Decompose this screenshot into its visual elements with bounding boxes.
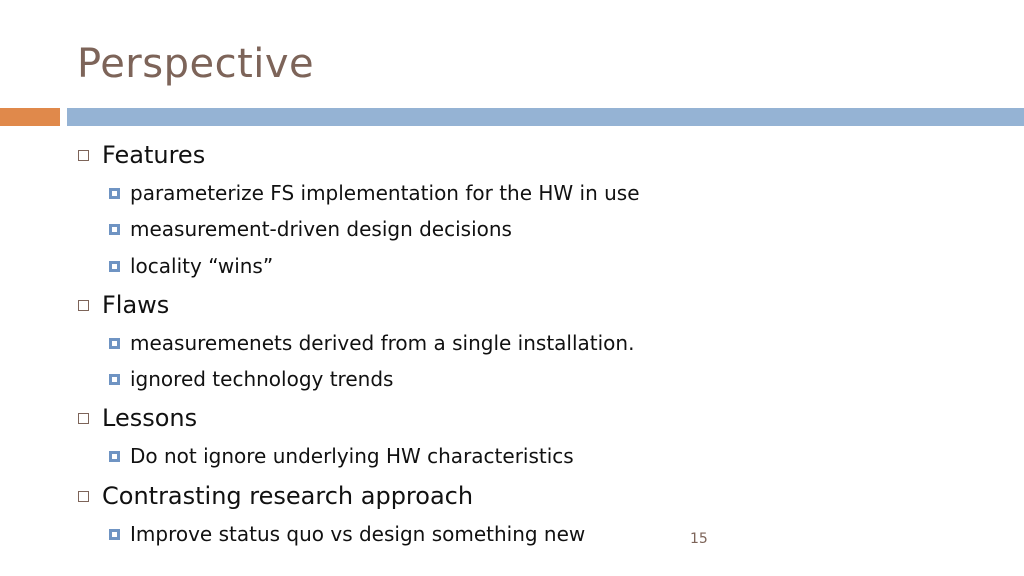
filled-square-bullet-icon: [109, 261, 120, 272]
sub-bullet-text: parameterize FS implementation for the HW in use: [130, 181, 640, 205]
bullet-features: [78, 140, 205, 170]
bullet-flaws: [78, 290, 169, 320]
filled-square-bullet-icon: [109, 529, 120, 540]
sub-bullet-text: Improve status quo vs design something new: [130, 522, 586, 546]
sub-bullet-item: [109, 330, 634, 356]
bullet-lessons: [78, 403, 197, 433]
sub-bullet-item: [109, 216, 512, 242]
sub-bullet-text: Do not ignore underlying HW characteristics: [130, 444, 574, 468]
sub-bullet-text: locality “wins”: [130, 254, 274, 278]
sub-bullet-text: measuremenets derived from a single installation.: [130, 331, 635, 355]
sub-bullet-item: [109, 443, 574, 469]
section-heading: Lessons: [102, 404, 198, 432]
filled-square-bullet-icon: [109, 224, 120, 235]
section-heading: Flaws: [102, 291, 170, 319]
section-heading: Features: [102, 141, 206, 169]
slide-page-number: 15: [690, 531, 708, 547]
sub-bullet-item: [109, 180, 640, 206]
filled-square-bullet-icon: [109, 338, 120, 349]
hollow-square-bullet-icon: [78, 413, 89, 424]
sub-bullet-text: measurement-driven design decisions: [130, 217, 512, 241]
sub-bullet-text: ignored technology trends: [130, 367, 394, 391]
filled-square-bullet-icon: [109, 188, 120, 199]
filled-square-bullet-icon: [109, 374, 120, 385]
hollow-square-bullet-icon: [78, 300, 89, 311]
bullet-contrasting-research-approach: [78, 481, 473, 511]
slide-title: Perspective: [77, 41, 315, 87]
sub-bullet-item: [109, 521, 585, 547]
hollow-square-bullet-icon: [78, 150, 89, 161]
section-heading: Contrasting research approach: [102, 482, 474, 510]
filled-square-bullet-icon: [109, 451, 120, 462]
sub-bullet-item: [109, 253, 273, 279]
hollow-square-bullet-icon: [78, 491, 89, 502]
sub-bullet-item: [109, 366, 393, 392]
